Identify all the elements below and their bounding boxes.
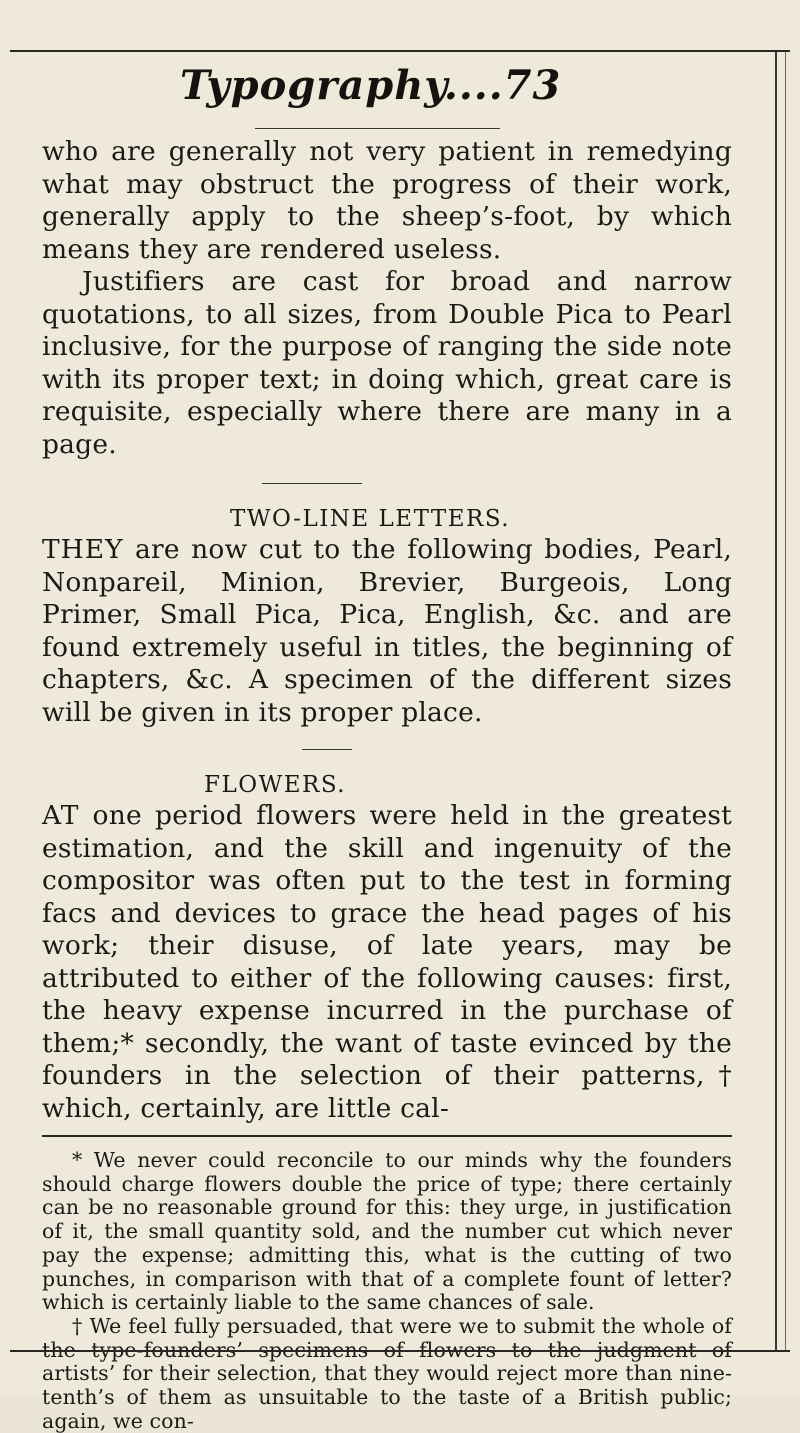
paragraph-text: one period flowers were held in the greatest estimation, and the skill and ingenuity of the compositor was often put to the test in forming facs and devices to grace the head pages of his work; their disuse, of late years, may be attributed to either of the following causes: first, the heavy expense incurred in the purchase of them;* secondly, the want of taste evinced by the founders in the selection of their patterns,† which, certainly, are little cal- — [42, 800, 732, 1124]
paragraph-text: are now cut to the following bodies, Pearl, Nonpareil, Minion, Brevier, Burgeois, Long Primer, Small Pica, Pica, English, &c. and are found extremely useful in titles, the beginning of chapters, &c. A specimen of the different sizes will be given in its proper place. — [42, 534, 732, 728]
bottom-border-rule — [10, 1350, 790, 1352]
paragraph-flowers — [42, 800, 732, 1125]
section-divider — [302, 749, 352, 750]
lead-word: AT — [42, 800, 80, 831]
right-border-rule — [775, 52, 777, 1350]
page-body — [42, 130, 732, 1433]
section-heading-two-line-letters: TWO-LINE LETTERS. — [230, 506, 511, 532]
running-head-rule — [255, 128, 500, 129]
section-divider — [262, 483, 362, 484]
footnote-asterisk: * We never could reconcile to our minds why the founders should charge flowers double the price of type; there certainly can be no reasonable ground for this: they urge, in justification of it, the small quantity sold, and the number cut which never pay the expense; admitting this, what is the cutting of two punches, in comparison with that of a complete fount of letter? which is certainly liable to the same chances of sale. — [42, 1148, 732, 1315]
paragraph-continued: who are generally not very patient in remedying what may obstruct the progress of their work, generally apply to the sheep’s-foot, by which means they are rendered useless. — [42, 136, 732, 265]
top-border-rule — [10, 50, 790, 52]
footnote-dagger: † We feel fully persuaded, that were we to submit the whole of the type-founders’ specimens of flowers to the judgment of artists’ for their selection, that they would reject more than nine-tenth’s of them as unsuitable to the taste of a British public; again, we con- — [42, 1313, 732, 1433]
lead-word: THEY — [42, 534, 124, 565]
paragraph-justifiers: Justifiers are cast for broad and narrow quotations, to all sizes, from Double Pica to Pearl inclusive, for the purpose of ranging the side note with its proper text; in doing which, great care is requisite, especially where there are many in a page. — [42, 266, 732, 460]
paragraph-two-line-letters — [42, 534, 732, 729]
right-border-rule-thin — [785, 52, 786, 1350]
running-head: Typography....73 — [180, 62, 562, 109]
footnote-rule — [42, 1135, 732, 1137]
section-heading-flowers: FLOWERS. — [204, 772, 347, 798]
